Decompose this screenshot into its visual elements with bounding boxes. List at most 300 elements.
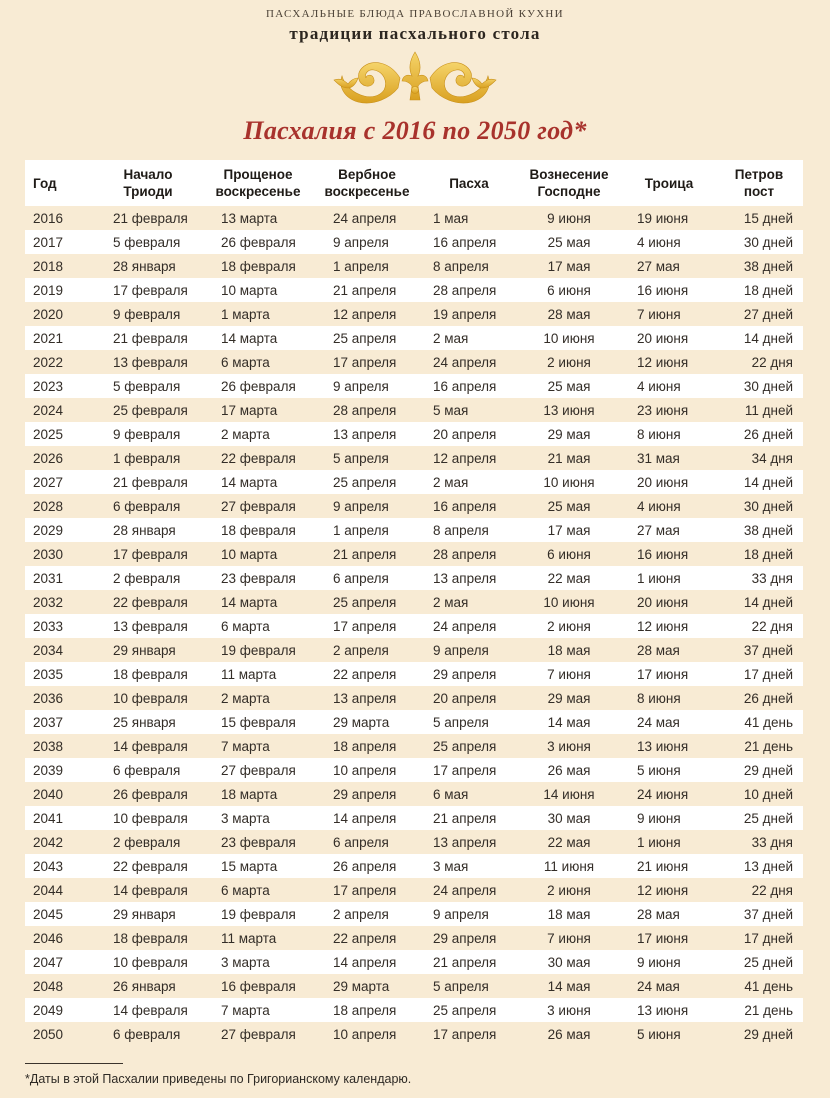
cell-triodion-start: 25 февраля xyxy=(91,398,205,422)
table-row xyxy=(25,710,803,734)
cell-triodion-start: 25 января xyxy=(91,710,205,734)
cell-forgiveness-sunday: 27 февраля xyxy=(205,494,311,518)
cell-forgiveness-sunday: 23 февраля xyxy=(205,566,311,590)
cell-triodion-start: 26 февраля xyxy=(91,782,205,806)
cell-palm-sunday: 29 марта xyxy=(311,710,423,734)
cell-peters-fast: 15 дней xyxy=(715,206,803,230)
cell-forgiveness-sunday: 6 марта xyxy=(205,614,311,638)
cell-triodion-start: 2 февраля xyxy=(91,566,205,590)
cell-easter: 16 апреля xyxy=(423,494,515,518)
cell-peters-fast: 14 дней xyxy=(715,590,803,614)
table-row xyxy=(25,590,803,614)
cell-year: 2050 xyxy=(25,1022,91,1046)
cell-forgiveness-sunday: 26 февраля xyxy=(205,374,311,398)
cell-forgiveness-sunday: 14 марта xyxy=(205,590,311,614)
cell-forgiveness-sunday: 27 февраля xyxy=(205,1022,311,1046)
cell-trinity: 19 июня xyxy=(623,206,715,230)
cell-year: 2021 xyxy=(25,326,91,350)
cell-peters-fast: 29 дней xyxy=(715,1022,803,1046)
cell-triodion-start: 28 января xyxy=(91,254,205,278)
cell-trinity: 20 июня xyxy=(623,326,715,350)
cell-palm-sunday: 6 апреля xyxy=(311,830,423,854)
cell-easter: 21 апреля xyxy=(423,950,515,974)
cell-trinity: 16 июня xyxy=(623,278,715,302)
cell-triodion-start: 22 февраля xyxy=(91,854,205,878)
cell-peters-fast: 22 дня xyxy=(715,878,803,902)
cell-peters-fast: 33 дня xyxy=(715,830,803,854)
table-row xyxy=(25,422,803,446)
cell-trinity: 17 июня xyxy=(623,662,715,686)
cell-palm-sunday: 29 апреля xyxy=(311,782,423,806)
cell-easter: 8 апреля xyxy=(423,254,515,278)
cell-easter: 28 апреля xyxy=(423,278,515,302)
cell-easter: 16 апреля xyxy=(423,374,515,398)
cell-easter: 2 мая xyxy=(423,590,515,614)
cell-year: 2043 xyxy=(25,854,91,878)
cell-peters-fast: 37 дней xyxy=(715,638,803,662)
cell-year: 2047 xyxy=(25,950,91,974)
ornament-icon xyxy=(328,48,502,106)
cell-ascension: 2 июня xyxy=(515,350,623,374)
cell-palm-sunday: 24 апреля xyxy=(311,206,423,230)
cell-easter: 19 апреля xyxy=(423,302,515,326)
cell-forgiveness-sunday: 23 февраля xyxy=(205,830,311,854)
cell-ascension: 6 июня xyxy=(515,542,623,566)
cell-peters-fast: 33 дня xyxy=(715,566,803,590)
cell-year: 2045 xyxy=(25,902,91,926)
cell-trinity: 31 мая xyxy=(623,446,715,470)
cell-peters-fast: 13 дней xyxy=(715,854,803,878)
cell-ascension: 3 июня xyxy=(515,998,623,1022)
cell-palm-sunday: 13 апреля xyxy=(311,422,423,446)
cell-easter: 8 апреля xyxy=(423,518,515,542)
cell-trinity: 5 июня xyxy=(623,1022,715,1046)
cell-easter: 29 апреля xyxy=(423,662,515,686)
cell-triodion-start: 10 февраля xyxy=(91,686,205,710)
cell-trinity: 5 июня xyxy=(623,758,715,782)
cell-ascension: 21 мая xyxy=(515,446,623,470)
cell-trinity: 17 июня xyxy=(623,926,715,950)
cell-forgiveness-sunday: 18 февраля xyxy=(205,518,311,542)
cell-trinity: 8 июня xyxy=(623,422,715,446)
cell-palm-sunday: 1 апреля xyxy=(311,254,423,278)
cell-year: 2017 xyxy=(25,230,91,254)
cell-forgiveness-sunday: 11 марта xyxy=(205,926,311,950)
cell-easter: 2 мая xyxy=(423,470,515,494)
cell-palm-sunday: 14 апреля xyxy=(311,806,423,830)
cell-palm-sunday: 2 апреля xyxy=(311,902,423,926)
cell-trinity: 13 июня xyxy=(623,734,715,758)
cell-palm-sunday: 17 апреля xyxy=(311,614,423,638)
cell-year: 2033 xyxy=(25,614,91,638)
cell-trinity: 12 июня xyxy=(623,614,715,638)
table-row xyxy=(25,494,803,518)
cell-easter: 25 апреля xyxy=(423,998,515,1022)
cell-palm-sunday: 26 апреля xyxy=(311,854,423,878)
cell-peters-fast: 18 дней xyxy=(715,278,803,302)
table-row xyxy=(25,950,803,974)
cell-forgiveness-sunday: 3 марта xyxy=(205,950,311,974)
cell-easter: 24 апреля xyxy=(423,614,515,638)
table-row xyxy=(25,254,803,278)
cell-easter: 16 апреля xyxy=(423,230,515,254)
cell-year: 2042 xyxy=(25,830,91,854)
cell-palm-sunday: 10 апреля xyxy=(311,1022,423,1046)
cell-ascension: 3 июня xyxy=(515,734,623,758)
cell-forgiveness-sunday: 15 марта xyxy=(205,854,311,878)
cell-palm-sunday: 12 апреля xyxy=(311,302,423,326)
table-row xyxy=(25,302,803,326)
cell-peters-fast: 41 день xyxy=(715,710,803,734)
cell-trinity: 4 июня xyxy=(623,230,715,254)
cell-triodion-start: 5 февраля xyxy=(91,374,205,398)
cell-triodion-start: 9 февраля xyxy=(91,422,205,446)
table-row xyxy=(25,542,803,566)
cell-easter: 1 мая xyxy=(423,206,515,230)
cell-ascension: 2 июня xyxy=(515,614,623,638)
cell-palm-sunday: 28 апреля xyxy=(311,398,423,422)
cell-ascension: 17 мая xyxy=(515,518,623,542)
cell-peters-fast: 30 дней xyxy=(715,374,803,398)
footnote: *Даты в этой Пасхалии приведены по Григорианскому календарю. xyxy=(25,1072,412,1086)
cell-trinity: 27 мая xyxy=(623,254,715,278)
cell-peters-fast: 21 день xyxy=(715,998,803,1022)
cell-ascension: 25 мая xyxy=(515,494,623,518)
cell-year: 2027 xyxy=(25,470,91,494)
cell-triodion-start: 26 января xyxy=(91,974,205,998)
table-row xyxy=(25,566,803,590)
cell-easter: 12 апреля xyxy=(423,446,515,470)
cell-peters-fast: 21 день xyxy=(715,734,803,758)
cell-triodion-start: 6 февраля xyxy=(91,494,205,518)
cell-year: 2031 xyxy=(25,566,91,590)
cell-forgiveness-sunday: 3 марта xyxy=(205,806,311,830)
cell-peters-fast: 26 дней xyxy=(715,686,803,710)
cell-trinity: 28 мая xyxy=(623,902,715,926)
cell-easter: 13 апреля xyxy=(423,830,515,854)
table-row xyxy=(25,782,803,806)
cell-palm-sunday: 17 апреля xyxy=(311,350,423,374)
cell-peters-fast: 25 дней xyxy=(715,950,803,974)
cell-easter: 5 мая xyxy=(423,398,515,422)
cell-trinity: 27 мая xyxy=(623,518,715,542)
cell-year: 2041 xyxy=(25,806,91,830)
cell-ascension: 10 июня xyxy=(515,590,623,614)
cell-triodion-start: 21 февраля xyxy=(91,326,205,350)
cell-palm-sunday: 6 апреля xyxy=(311,566,423,590)
cell-triodion-start: 28 января xyxy=(91,518,205,542)
cell-trinity: 9 июня xyxy=(623,806,715,830)
cell-year: 2030 xyxy=(25,542,91,566)
cell-triodion-start: 29 января xyxy=(91,902,205,926)
cell-forgiveness-sunday: 7 марта xyxy=(205,734,311,758)
cell-palm-sunday: 29 марта xyxy=(311,974,423,998)
cell-ascension: 25 мая xyxy=(515,230,623,254)
table-row xyxy=(25,230,803,254)
header-ascension: Вознесение Господне xyxy=(515,160,623,206)
table-row xyxy=(25,830,803,854)
cell-trinity: 23 июня xyxy=(623,398,715,422)
cell-trinity: 1 июня xyxy=(623,830,715,854)
cell-year: 2028 xyxy=(25,494,91,518)
cell-ascension: 7 июня xyxy=(515,662,623,686)
cell-peters-fast: 27 дней xyxy=(715,302,803,326)
cell-ascension: 26 мая xyxy=(515,1022,623,1046)
cell-easter: 13 апреля xyxy=(423,566,515,590)
cell-forgiveness-sunday: 14 марта xyxy=(205,470,311,494)
cell-peters-fast: 22 дня xyxy=(715,614,803,638)
cell-peters-fast: 10 дней xyxy=(715,782,803,806)
table-body xyxy=(25,206,803,1046)
cell-year: 2039 xyxy=(25,758,91,782)
cell-palm-sunday: 17 апреля xyxy=(311,878,423,902)
cell-ascension: 7 июня xyxy=(515,926,623,950)
cell-forgiveness-sunday: 14 марта xyxy=(205,326,311,350)
cell-palm-sunday: 18 апреля xyxy=(311,734,423,758)
header-peters-fast: Петров пост xyxy=(715,160,803,206)
cell-trinity: 12 июня xyxy=(623,350,715,374)
cell-trinity: 24 июня xyxy=(623,782,715,806)
footnote-divider xyxy=(25,1063,123,1064)
table-row xyxy=(25,806,803,830)
cell-trinity: 4 июня xyxy=(623,374,715,398)
cell-palm-sunday: 5 апреля xyxy=(311,446,423,470)
cell-easter: 6 мая xyxy=(423,782,515,806)
cell-peters-fast: 11 дней xyxy=(715,398,803,422)
cell-ascension: 11 июня xyxy=(515,854,623,878)
cell-year: 2036 xyxy=(25,686,91,710)
cell-trinity: 1 июня xyxy=(623,566,715,590)
cell-forgiveness-sunday: 7 марта xyxy=(205,998,311,1022)
cell-palm-sunday: 1 апреля xyxy=(311,518,423,542)
table-row xyxy=(25,854,803,878)
cell-peters-fast: 37 дней xyxy=(715,902,803,926)
cell-triodion-start: 6 февраля xyxy=(91,1022,205,1046)
cell-triodion-start: 21 февраля xyxy=(91,206,205,230)
section-subtitle: традиции пасхального стола xyxy=(289,24,541,43)
cell-peters-fast: 14 дней xyxy=(715,326,803,350)
header-trinity: Троица xyxy=(623,160,715,206)
cell-peters-fast: 17 дней xyxy=(715,662,803,686)
cell-trinity: 21 июня xyxy=(623,854,715,878)
cell-easter: 20 апреля xyxy=(423,686,515,710)
table-row xyxy=(25,686,803,710)
cell-trinity: 9 июня xyxy=(623,950,715,974)
cell-trinity: 16 июня xyxy=(623,542,715,566)
cell-triodion-start: 1 февраля xyxy=(91,446,205,470)
cell-palm-sunday: 9 апреля xyxy=(311,494,423,518)
header-palm-sunday: Вербное воскресенье xyxy=(311,160,423,206)
cell-ascension: 14 июня xyxy=(515,782,623,806)
cell-year: 2020 xyxy=(25,302,91,326)
cell-palm-sunday: 18 апреля xyxy=(311,998,423,1022)
cell-triodion-start: 14 февраля xyxy=(91,734,205,758)
cell-trinity: 13 июня xyxy=(623,998,715,1022)
cell-easter: 2 мая xyxy=(423,326,515,350)
cell-palm-sunday: 13 апреля xyxy=(311,686,423,710)
cell-trinity: 12 июня xyxy=(623,878,715,902)
cell-year: 2022 xyxy=(25,350,91,374)
table-row xyxy=(25,398,803,422)
cell-trinity: 8 июня xyxy=(623,686,715,710)
cell-peters-fast: 38 дней xyxy=(715,254,803,278)
section-kicker: ПАСХАЛЬНЫЕ БЛЮДА ПРАВОСЛАВНОЙ КУХНИ xyxy=(266,8,564,20)
header-year: Год xyxy=(25,160,91,206)
cell-forgiveness-sunday: 13 марта xyxy=(205,206,311,230)
cell-trinity: 28 мая xyxy=(623,638,715,662)
cell-triodion-start: 17 февраля xyxy=(91,542,205,566)
table-row xyxy=(25,518,803,542)
table-row xyxy=(25,926,803,950)
cell-trinity: 24 мая xyxy=(623,974,715,998)
table-row xyxy=(25,758,803,782)
cell-year: 2032 xyxy=(25,590,91,614)
cell-ascension: 13 июня xyxy=(515,398,623,422)
cell-year: 2029 xyxy=(25,518,91,542)
cell-ascension: 25 мая xyxy=(515,374,623,398)
cell-year: 2016 xyxy=(25,206,91,230)
cell-year: 2023 xyxy=(25,374,91,398)
cell-ascension: 26 мая xyxy=(515,758,623,782)
cell-triodion-start: 18 февраля xyxy=(91,926,205,950)
cell-trinity: 20 июня xyxy=(623,590,715,614)
cell-forgiveness-sunday: 27 февраля xyxy=(205,758,311,782)
cell-easter: 20 апреля xyxy=(423,422,515,446)
table-row xyxy=(25,1022,803,1046)
cell-forgiveness-sunday: 6 марта xyxy=(205,350,311,374)
cell-ascension: 17 мая xyxy=(515,254,623,278)
cell-forgiveness-sunday: 22 февраля xyxy=(205,446,311,470)
cell-triodion-start: 9 февраля xyxy=(91,302,205,326)
cell-year: 2037 xyxy=(25,710,91,734)
cell-forgiveness-sunday: 10 марта xyxy=(205,278,311,302)
cell-trinity: 4 июня xyxy=(623,494,715,518)
cell-forgiveness-sunday: 15 февраля xyxy=(205,710,311,734)
cell-forgiveness-sunday: 2 марта xyxy=(205,686,311,710)
cell-ascension: 6 июня xyxy=(515,278,623,302)
cell-ascension: 2 июня xyxy=(515,878,623,902)
cell-easter: 24 апреля xyxy=(423,350,515,374)
table-row xyxy=(25,902,803,926)
cell-year: 2035 xyxy=(25,662,91,686)
cell-forgiveness-sunday: 18 марта xyxy=(205,782,311,806)
cell-ascension: 29 мая xyxy=(515,422,623,446)
cell-trinity: 24 мая xyxy=(623,710,715,734)
table-row xyxy=(25,278,803,302)
cell-easter: 24 апреля xyxy=(423,878,515,902)
cell-forgiveness-sunday: 16 февраля xyxy=(205,974,311,998)
cell-year: 2046 xyxy=(25,926,91,950)
cell-forgiveness-sunday: 19 февраля xyxy=(205,902,311,926)
cell-palm-sunday: 21 апреля xyxy=(311,542,423,566)
cell-easter: 3 мая xyxy=(423,854,515,878)
cell-triodion-start: 2 февраля xyxy=(91,830,205,854)
table-row xyxy=(25,614,803,638)
cell-triodion-start: 14 февраля xyxy=(91,998,205,1022)
cell-forgiveness-sunday: 2 марта xyxy=(205,422,311,446)
cell-palm-sunday: 22 апреля xyxy=(311,926,423,950)
cell-easter: 17 апреля xyxy=(423,1022,515,1046)
page-title: Пасхалия с 2016 по 2050 год* xyxy=(243,116,587,145)
cell-triodion-start: 22 февраля xyxy=(91,590,205,614)
cell-peters-fast: 14 дней xyxy=(715,470,803,494)
cell-year: 2025 xyxy=(25,422,91,446)
cell-peters-fast: 34 дня xyxy=(715,446,803,470)
cell-palm-sunday: 14 апреля xyxy=(311,950,423,974)
header-forgiveness-sunday: Прощеное воскресенье xyxy=(205,160,311,206)
cell-triodion-start: 14 февраля xyxy=(91,878,205,902)
cell-ascension: 30 мая xyxy=(515,950,623,974)
cell-easter: 28 апреля xyxy=(423,542,515,566)
cell-triodion-start: 10 февраля xyxy=(91,950,205,974)
cell-palm-sunday: 25 апреля xyxy=(311,326,423,350)
cell-ascension: 28 мая xyxy=(515,302,623,326)
cell-year: 2018 xyxy=(25,254,91,278)
cell-ascension: 29 мая xyxy=(515,686,623,710)
cell-ascension: 22 мая xyxy=(515,566,623,590)
cell-triodion-start: 10 февраля xyxy=(91,806,205,830)
cell-easter: 9 апреля xyxy=(423,638,515,662)
table-row xyxy=(25,350,803,374)
cell-easter: 29 апреля xyxy=(423,926,515,950)
cell-peters-fast: 38 дней xyxy=(715,518,803,542)
header-triodion-start: Начало Триоди xyxy=(91,160,205,206)
cell-easter: 25 апреля xyxy=(423,734,515,758)
cell-palm-sunday: 25 апреля xyxy=(311,590,423,614)
cell-easter: 9 апреля xyxy=(423,902,515,926)
cell-triodion-start: 5 февраля xyxy=(91,230,205,254)
cell-forgiveness-sunday: 19 февраля xyxy=(205,638,311,662)
cell-peters-fast: 25 дней xyxy=(715,806,803,830)
cell-ascension: 18 мая xyxy=(515,902,623,926)
cell-forgiveness-sunday: 26 февраля xyxy=(205,230,311,254)
cell-year: 2040 xyxy=(25,782,91,806)
table-row xyxy=(25,998,803,1022)
cell-peters-fast: 30 дней xyxy=(715,230,803,254)
cell-year: 2019 xyxy=(25,278,91,302)
cell-trinity: 7 июня xyxy=(623,302,715,326)
table-row xyxy=(25,326,803,350)
table-row xyxy=(25,638,803,662)
cell-triodion-start: 13 февраля xyxy=(91,614,205,638)
cell-ascension: 14 мая xyxy=(515,974,623,998)
cell-ascension: 22 мая xyxy=(515,830,623,854)
cell-palm-sunday: 9 апреля xyxy=(311,374,423,398)
cell-year: 2026 xyxy=(25,446,91,470)
cell-ascension: 14 мая xyxy=(515,710,623,734)
cell-peters-fast: 30 дней xyxy=(715,494,803,518)
cell-palm-sunday: 22 апреля xyxy=(311,662,423,686)
cell-forgiveness-sunday: 18 февраля xyxy=(205,254,311,278)
cell-ascension: 30 мая xyxy=(515,806,623,830)
cell-forgiveness-sunday: 1 марта xyxy=(205,302,311,326)
cell-easter: 17 апреля xyxy=(423,758,515,782)
cell-ascension: 18 мая xyxy=(515,638,623,662)
cell-triodion-start: 29 января xyxy=(91,638,205,662)
cell-trinity: 20 июня xyxy=(623,470,715,494)
table-row xyxy=(25,662,803,686)
table-row xyxy=(25,878,803,902)
cell-peters-fast: 26 дней xyxy=(715,422,803,446)
cell-triodion-start: 21 февраля xyxy=(91,470,205,494)
table-row xyxy=(25,446,803,470)
cell-year: 2038 xyxy=(25,734,91,758)
cell-peters-fast: 29 дней xyxy=(715,758,803,782)
table-row xyxy=(25,734,803,758)
cell-triodion-start: 18 февраля xyxy=(91,662,205,686)
cell-ascension: 10 июня xyxy=(515,470,623,494)
cell-year: 2048 xyxy=(25,974,91,998)
